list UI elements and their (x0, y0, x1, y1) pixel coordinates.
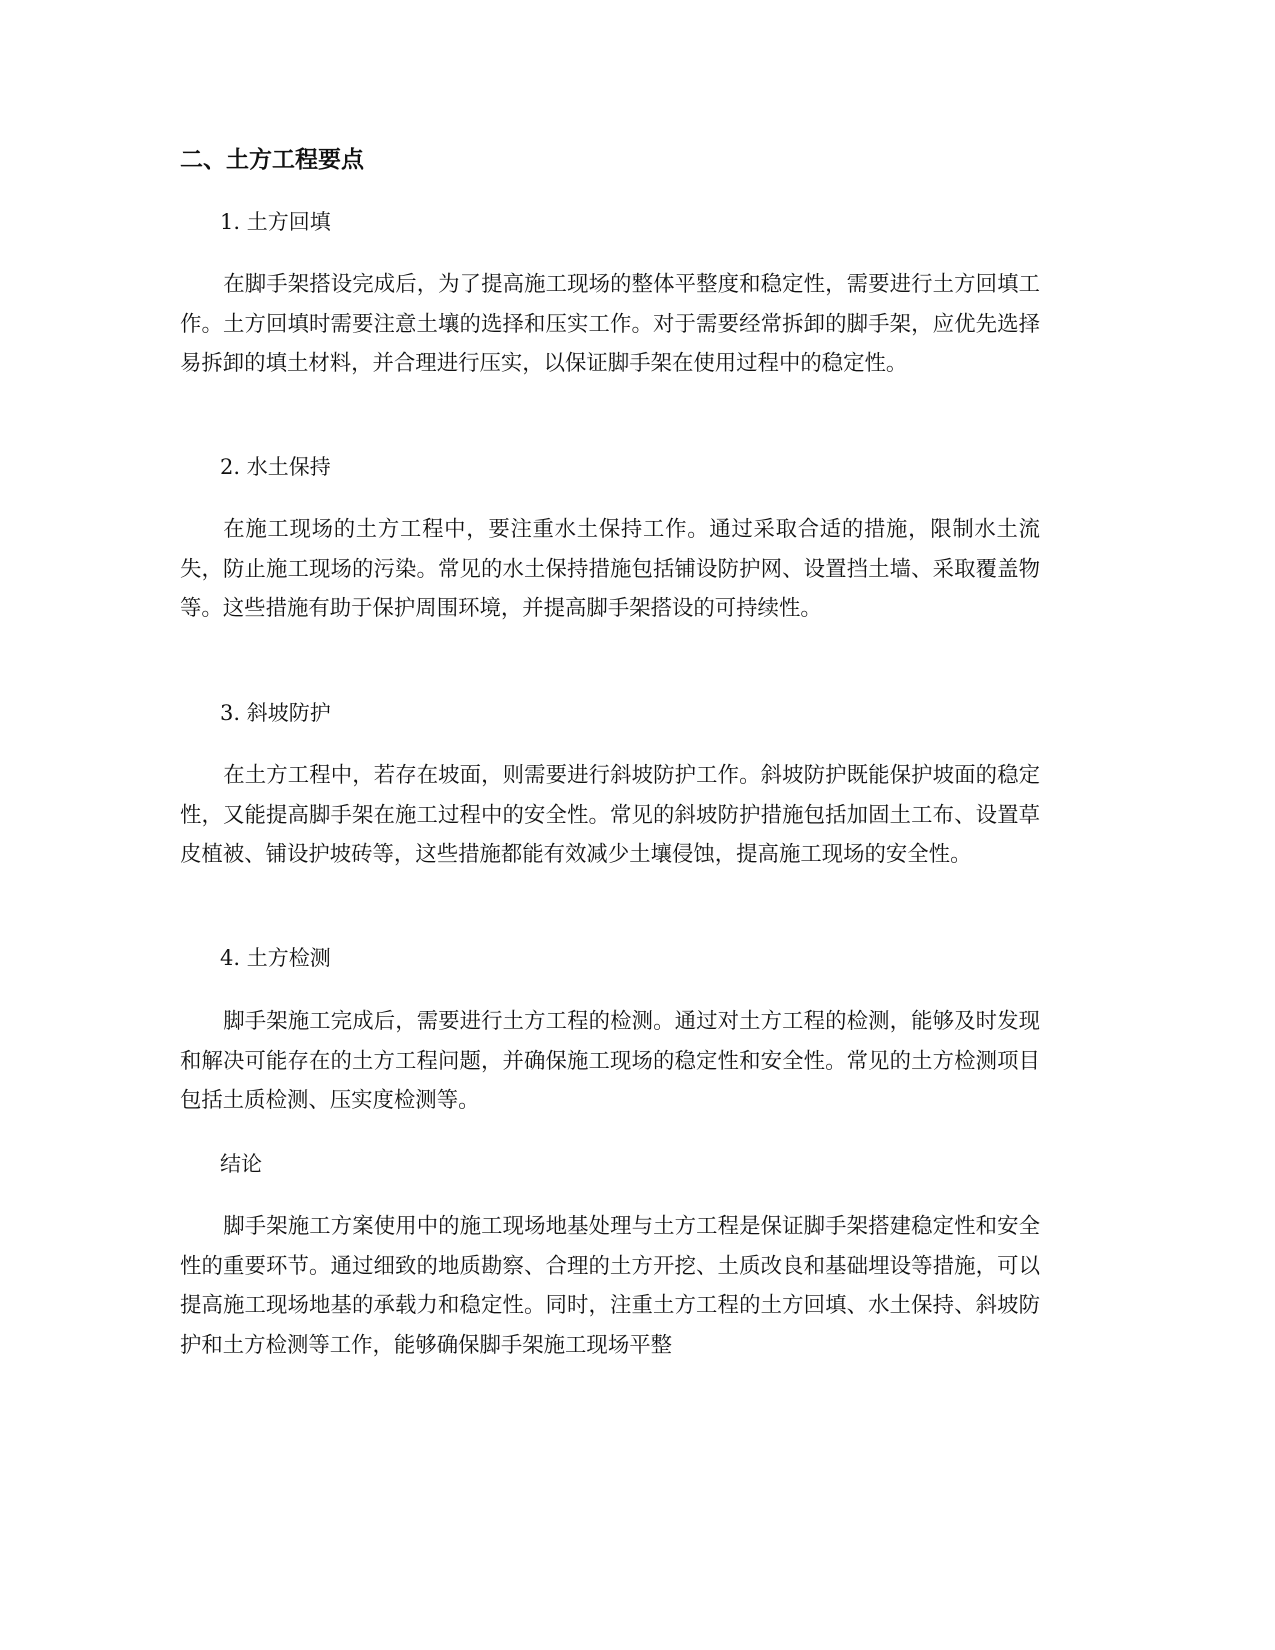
subsection-title-earth-inspection: 4. 土方检测 (220, 946, 331, 970)
conclusion-title: 结论 (220, 1152, 262, 1176)
section-heading: 二、土方工程要点 (180, 147, 364, 173)
document-page (180, 0, 1040, 1650)
paragraph-water-soil-conservation: 在施工现场的土方工程中，要注重水土保持工作。通过采取合适的措施，限制水土流失，防止施工现场的污染。常见的水土保持措施包括铺设防护网、设置挡土墙、采取覆盖物等。这些措施有助于保护周围环境，并提高脚手架搭设的可持续性。 (180, 517, 1040, 621)
subsection-title-slope-protection: 3. 斜坡防护 (220, 701, 331, 725)
paragraph-earth-backfill: 在脚手架搭设完成后，为了提高施工现场的整体平整度和稳定性，需要进行土方回填工作。土方回填时需要注意土壤的选择和压实工作。对于需要经常拆卸的脚手架，应优先选择易拆卸的填土材料，并合理进行压实，以保证脚手架在使用过程中的稳定性。 (180, 272, 1040, 376)
paragraph-slope-protection: 在土方工程中，若存在坡面，则需要进行斜坡防护工作。斜坡防护既能保护坡面的稳定性，又能提高脚手架在施工过程中的安全性。常见的斜坡防护措施包括加固土工布、设置草皮植被、铺设护坡砖等，这些措施都能有效减少土壤侵蚀，提高施工现场的安全性。 (180, 763, 1040, 867)
paragraph-conclusion: 脚手架施工方案使用中的施工现场地基处理与土方工程是保证脚手架搭建稳定性和安全性的重要环节。通过细致的地质勘察、合理的土方开挖、土质改良和基础埋设等措施，可以提高施工现场地基的承载力和稳定性。同时，注重土方工程的土方回填、水土保持、斜坡防护和土方检测等工作，能够确保脚手架施工现场平整 (180, 1214, 1040, 1358)
paragraph-earth-inspection: 脚手架施工完成后，需要进行土方工程的检测。通过对土方工程的检测，能够及时发现和解决可能存在的土方工程问题，并确保施工现场的稳定性和安全性。常见的土方检测项目包括土质检测、压实度检测等。 (180, 1009, 1040, 1113)
subsection-title-earth-backfill: 1. 土方回填 (220, 210, 331, 234)
subsection-title-water-soil-conservation: 2. 水土保持 (220, 455, 331, 479)
